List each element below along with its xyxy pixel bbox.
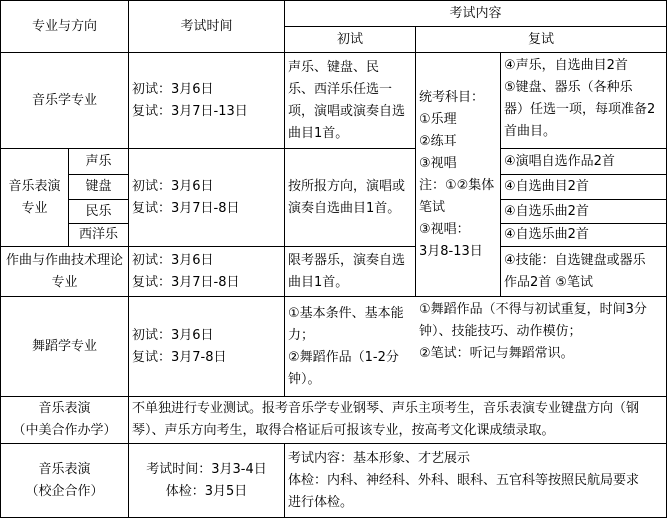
music-studies-preliminary [285, 53, 415, 148]
music-studies-retest-line: ⑤键盘、器乐（各种乐 [504, 80, 633, 95]
sino-us-name [1, 397, 128, 443]
sino-us-name-line: 音乐表演 [38, 401, 91, 416]
header-exam-content: 考试内容 [449, 5, 502, 21]
dance-retest [416, 297, 666, 396]
header-exam-time: 考试时间 [180, 18, 233, 34]
music-studies-retest [501, 53, 666, 148]
music-studies-name: 音乐学专业 [31, 92, 97, 108]
performance-name-line: 专业 [21, 200, 48, 216]
dance-preliminary-line: 钟）。 [288, 371, 321, 387]
performance-preliminary [285, 149, 415, 246]
sino-us-name-line: （中美合作办学） [12, 423, 117, 438]
music-studies-retest-line: 器）任选一项，每项准备2 [504, 102, 656, 117]
school-enterprise-content-line: 进行体检。 [288, 494, 354, 510]
dance-preliminary [285, 297, 415, 396]
common-retest [416, 53, 500, 296]
dance-preliminary-line: ①基本条件、基本能 [288, 305, 404, 321]
performance-retest-vocal: ④演唱自选作品2首 [504, 153, 615, 169]
composition-name-line: 作曲与作曲技术理论 [5, 252, 123, 268]
music-studies-preliminary-line: 曲目1首。 [288, 125, 349, 141]
performance-time-retest: 复试：3月7日-8日 [132, 200, 240, 216]
direction-vocal: 声乐 [85, 153, 112, 169]
music-studies-preliminary-line: 乐、西洋乐任选一 [288, 81, 393, 97]
composition-name [1, 247, 128, 296]
composition-time [129, 247, 284, 296]
school-enterprise-name-line: （校企合作） [25, 483, 104, 499]
dance-time [129, 297, 284, 396]
dance-name: 舞蹈学专业 [31, 338, 97, 354]
performance-time-preliminary: 初试：3月6日 [132, 178, 214, 194]
composition-preliminary [285, 247, 415, 296]
composition-retest [501, 247, 666, 296]
school-enterprise-content [285, 444, 666, 517]
school-enterprise-name [1, 444, 128, 517]
school-enterprise-name-line: 音乐表演 [38, 461, 91, 477]
performance-name-line: 音乐表演 [8, 178, 61, 194]
music-studies-time-preliminary: 初试：3月6日 [132, 81, 214, 97]
performance-retest-folk: ④自选乐曲2首 [504, 203, 589, 219]
performance-time [129, 149, 284, 246]
school-enterprise-exam-time: 考试时间：3月3-4日 [146, 461, 267, 477]
music-studies-retest-line: 首曲目。 [504, 124, 557, 139]
dance-retest-line: ①舞蹈作品（不得与初试重复，时间3分 [419, 302, 647, 317]
school-enterprise-physical-time: 体检：3月5日 [165, 483, 248, 499]
common-retest-line: 统考科目： [419, 89, 485, 105]
music-studies-retest-line: ④声乐，自选曲目2首 [504, 58, 628, 73]
header-preliminary: 初试 [336, 31, 363, 47]
music-studies-time [129, 53, 284, 148]
header-major-direction: 专业与方向 [31, 18, 97, 34]
dance-retest-line: 钟）、技能技巧、动作模仿； [419, 324, 582, 339]
school-enterprise-content-line: 体检：内科、神经科、外科、眼科、五官科等按照民航局要求 [288, 472, 640, 488]
dance-retest-line: ②笔试：听记与舞蹈常识。 [419, 346, 574, 361]
common-retest-line: 注：①②集体 [419, 177, 495, 193]
performance-preliminary-line: 按所报方向，演唱或 [288, 178, 406, 194]
performance-name [1, 149, 68, 246]
school-enterprise-time [129, 444, 284, 517]
composition-retest-line: ④技能：自选键盘或器乐 [504, 252, 646, 268]
dance-time-retest: 复试：3月7-8日 [132, 349, 227, 365]
common-retest-line: 3月8-13日 [419, 243, 483, 259]
common-retest-line: ③视唱： [419, 221, 470, 237]
composition-time-preliminary: 初试：3月6日 [132, 252, 214, 268]
performance-retest-western: ④自选乐曲2首 [504, 227, 589, 242]
common-retest-line: 笔试 [419, 199, 446, 215]
composition-preliminary-line: 曲目1首。 [288, 274, 349, 290]
composition-retest-line: 作品2首 ⑤笔试 [504, 274, 594, 290]
music-studies-time-retest: 复试：3月7日-13日 [132, 103, 248, 119]
music-studies-preliminary-line: 项，演唱或演奏自选 [288, 103, 406, 119]
performance-retest-keyboard: ④自选曲目2首 [504, 179, 589, 194]
composition-preliminary-line: 限考器乐，演奏自选 [288, 252, 406, 268]
dance-preliminary-line: ②舞蹈作品（1-2分 [288, 349, 399, 365]
common-retest-line: ③视唱 [419, 155, 457, 171]
direction-western: 西洋乐 [78, 227, 118, 242]
performance-preliminary-line: 演奏自选曲目1首。 [288, 200, 401, 216]
school-enterprise-content-line: 考试内容：基本形象、才艺展示 [288, 450, 471, 466]
composition-time-retest: 复试：3月7日-8日 [132, 274, 240, 290]
dance-preliminary-line: 力； [288, 327, 315, 343]
sino-us-note-text: 不单独进行专业测试。报考音乐学专业钢琴、声乐主项考生，音乐表演专业键盘方向（钢琴）、声乐方向考生，取得合格证后可报该专业，按高考文化课成绩录取。 [132, 401, 640, 438]
composition-name-line: 专业 [51, 274, 78, 290]
common-retest-line: ②练耳 [419, 133, 457, 149]
dance-time-preliminary: 初试：3月6日 [132, 327, 214, 343]
music-studies-preliminary-line: 声乐、键盘、民 [288, 59, 380, 75]
sino-us-note [129, 397, 666, 443]
header-retest: 复试 [527, 31, 554, 47]
direction-keyboard: 键盘 [85, 179, 112, 194]
common-retest-line: ①乐理 [419, 111, 457, 127]
direction-folk: 民乐 [85, 203, 112, 219]
